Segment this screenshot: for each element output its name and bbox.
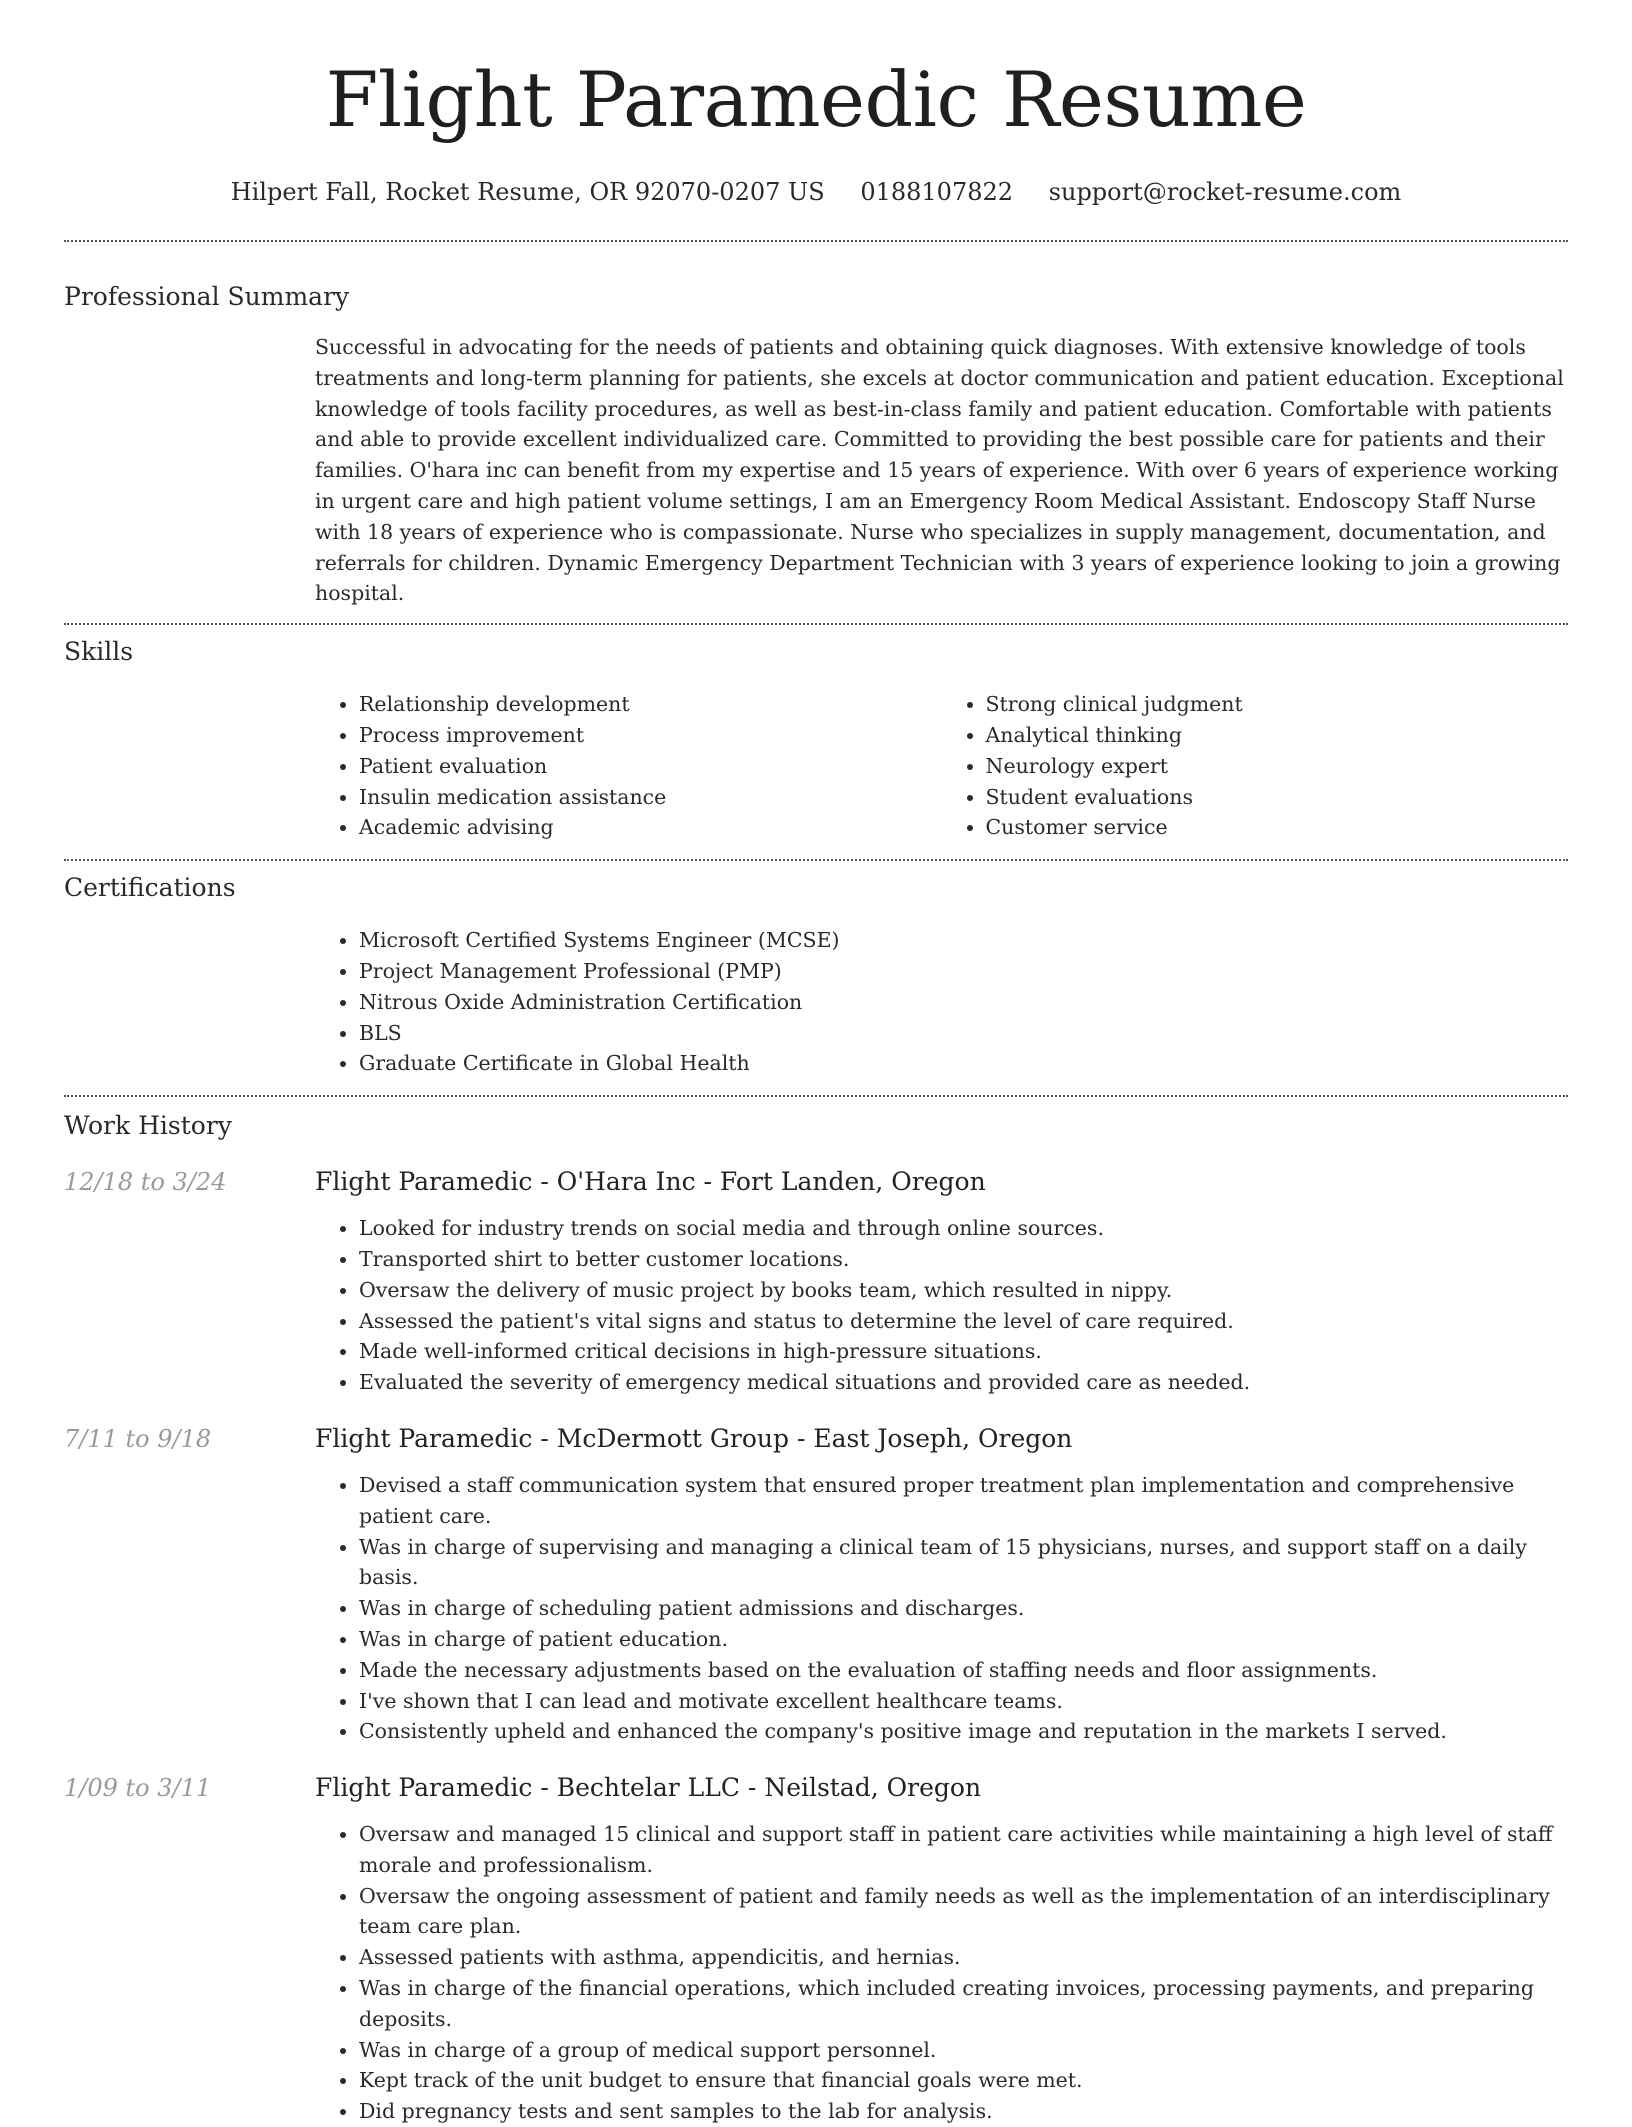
skills-content [315,689,1568,843]
skill-item: • Neurology expert [986,751,1569,782]
contact-line [64,176,1568,208]
job-bullets [315,1819,1568,2127]
job-entry [64,1165,1568,1398]
job-title: Flight Paramedic - Bechtelar LLC - Neilstad, Oregon [315,1773,982,1803]
job-bullet: • Made the necessary adjustments based on the evaluation of staffing needs and floor assignments. [359,1655,1568,1686]
job-bullet: • Oversaw the ongoing assessment of patient and family needs as well as the implementation of an interdisciplinary team care plan. [359,1881,1568,1943]
skill-item: • Process improvement [359,720,942,751]
resume-page [64,0,1568,2127]
job-bullet: • Assessed the patient's vital signs and status to determine the level of care required. [359,1306,1568,1337]
resume-title: Flight Paramedic Resume [325,55,1307,144]
contact-email: support@rocket-resume.com [1048,178,1402,206]
job-bullets [315,1213,1568,1398]
skill-item: • Analytical thinking [986,720,1569,751]
certification-item: • Graduate Certificate in Global Health [359,1048,1568,1079]
certification-item: • Microsoft Certified Systems Engineer (MCSE) [359,925,1568,956]
work-history-heading: Work History [64,1111,232,1141]
skill-item: • Relationship development [359,689,942,720]
skill-item: • Student evaluations [986,782,1569,813]
job-bullet: • Was in charge of patient education. [359,1624,1568,1655]
summary-section [64,242,1568,609]
certifications-list [315,925,1568,1079]
skills-list-left [315,689,942,843]
job-bullet: • Was in charge of the financial operations, which included creating invoices, processing payments, and preparing deposits. [359,1973,1568,2035]
skills-heading: Skills [64,637,134,667]
skill-item: • Academic advising [359,812,942,843]
contact-phone: 0188107822 [860,178,1014,206]
job-entry [64,1422,1568,1747]
job-bullet: • Assessed patients with asthma, appendicitis, and hernias. [359,1942,1568,1973]
skill-item: • Insulin medication assistance [359,782,942,813]
skill-item: • Strong clinical judgment [986,689,1569,720]
certification-item: • Project Management Professional (PMP) [359,956,1568,987]
job-date: 1/09 to 3/11 [64,1774,212,1803]
certifications-section [64,861,1568,1079]
job-bullet: • Made well-informed critical decisions in high-pressure situations. [359,1336,1568,1367]
job-bullet: • Kept track of the unit budget to ensure that financial goals were met. [359,2065,1568,2096]
job-bullet: • Evaluated the severity of emergency medical situations and provided care as needed. [359,1367,1568,1398]
job-title: Flight Paramedic - McDermott Group - East Joseph, Oregon [315,1423,1073,1453]
job-bullets [315,1470,1568,1747]
skill-item: • Patient evaluation [359,751,942,782]
job-bullet: • I've shown that I can lead and motivate excellent healthcare teams. [359,1686,1568,1717]
skills-list-right [942,689,1569,843]
certification-item: • Nitrous Oxide Administration Certification [359,987,1568,1018]
contact-address: Hilpert Fall, Rocket Resume, OR 92070-0207 US [230,178,825,206]
job-bullet: • Transported shirt to better customer locations. [359,1244,1568,1275]
job-title: Flight Paramedic - O'Hara Inc - Fort Landen, Oregon [315,1167,986,1197]
skill-item: • Customer service [986,812,1569,843]
summary-text: Successful in advocating for the needs of patients and obtaining quick diagnoses. With extensive knowledge of tools treatments and long-term planning for patients, she excels at doctor communication and patient education. Exceptional knowledge of tools facility procedures, as well as best-in-class family and patient education. Comfortable with patients and able to provide excellent individualized care. Committed to providing the best possible care for patients and their families. O'hara inc can benefit from my expertise and 15 years of experience. With over 6 years of experience working in urgent care and high patient volume settings, I am an Emergency Room Medical Assistant. Endoscopy Staff Nurse with 18 years of experience who is compassionate. Nurse who specializes in supply management, documentation, and referrals for children. Dynamic Emergency Department Technician with 3 years of experience looking to join a growing hospital. [315,335,1564,606]
summary-heading: Professional Summary [64,282,350,311]
certifications-content [315,925,1568,1079]
job-bullet: • Oversaw the delivery of music project by books team, which resulted in nippy. [359,1275,1568,1306]
job-bullet: • Devised a staff communication system that ensured proper treatment plan implementation and comprehensive patient care. [359,1470,1568,1532]
job-date: 7/11 to 9/18 [64,1424,212,1453]
skills-section [64,625,1568,843]
job-bullet: • Was in charge of supervising and managing a clinical team of 15 physicians, nurses, and support staff on a daily basis. [359,1532,1568,1594]
job-bullet: • Oversaw and managed 15 clinical and support staff in patient care activities while maintaining a high level of staff morale and professionalism. [359,1819,1568,1881]
job-date: 12/18 to 3/24 [64,1168,227,1197]
job-bullet: • Looked for industry trends on social media and through online sources. [359,1213,1568,1244]
certifications-heading: Certifications [64,873,236,903]
certification-item: • BLS [359,1018,1568,1049]
job-bullet: • Consistently upheld and enhanced the company's positive image and reputation in the markets I served. [359,1716,1568,1747]
summary-content [315,332,1568,609]
skills-grid [315,689,1568,843]
job-bullet: • Was in charge of a group of medical support personnel. [359,2035,1568,2066]
job-bullet: • Was in charge of scheduling patient admissions and discharges. [359,1593,1568,1624]
work-history-section [64,1097,1568,2127]
job-bullet: • Did pregnancy tests and sent samples to the lab for analysis. [359,2096,1568,2127]
job-entry [64,1771,1568,2127]
